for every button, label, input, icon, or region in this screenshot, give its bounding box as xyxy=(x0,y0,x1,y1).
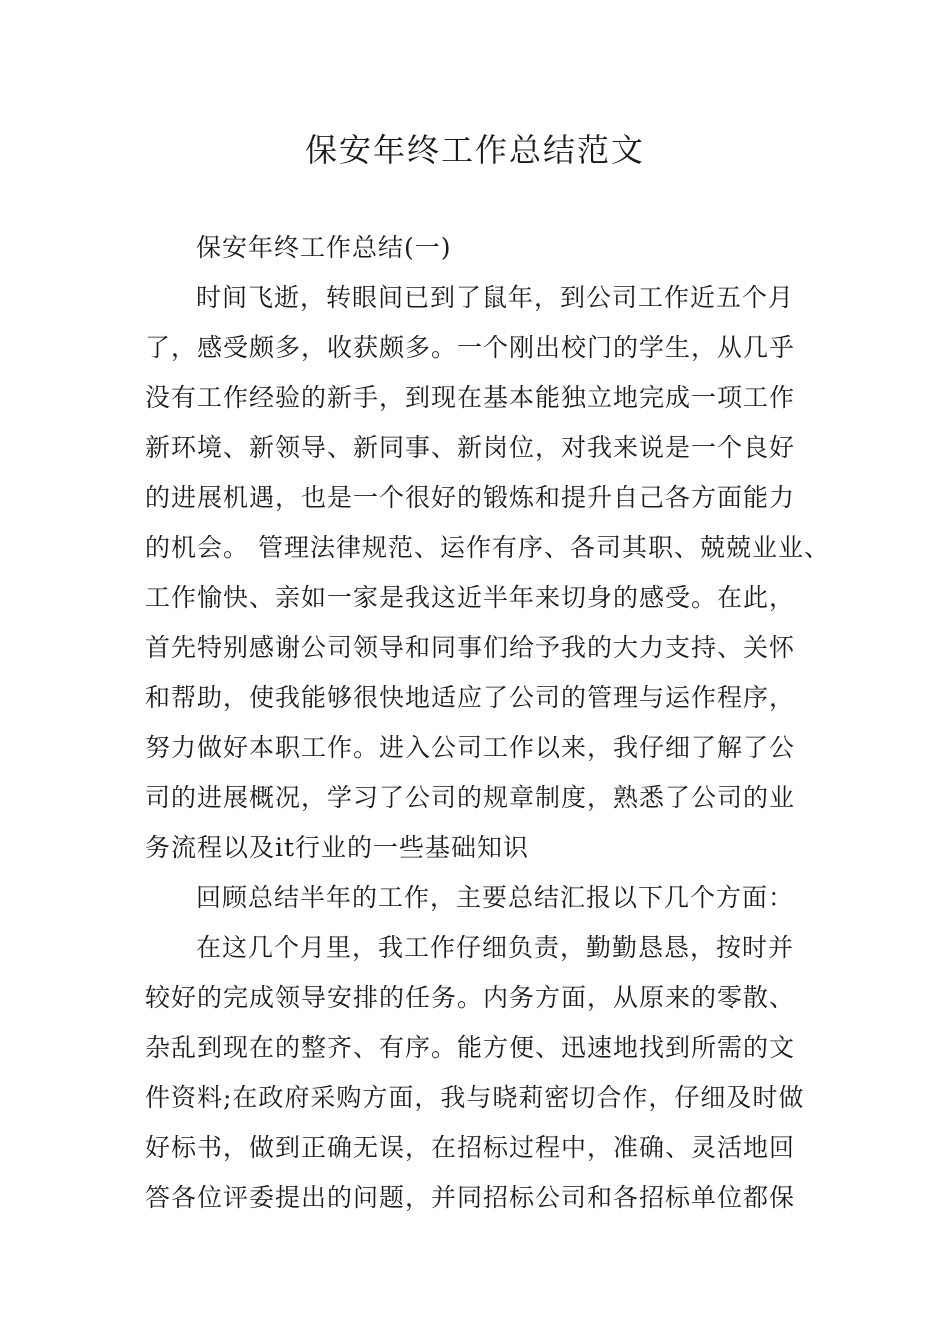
text-line: 务流程以及it行业的一些基础知识 xyxy=(145,833,530,862)
text-line: 回顾总结半年的工作，主要总结汇报以下几个方面： xyxy=(196,883,795,912)
text-line: 了，感受颇多，收获颇多。一个刚出校门的学生，从几乎 xyxy=(145,333,796,362)
text-line: 司的进展概况，学习了公司的规章制度，熟悉了公司的业 xyxy=(145,783,796,812)
text-line: 答各位评委提出的问题，并同招标公司和各招标单位都保 xyxy=(145,1183,796,1212)
text-line: 杂乱到现在的整齐、有序。能方便、迅速地找到所需的文 xyxy=(145,1033,796,1062)
text-line: 的机会。 管理法律规范、运作有序、各司其职、兢兢业业、 xyxy=(145,533,830,562)
text-line: 件资料;在政府采购方面，我与晓莉密切合作，仔细及时做 xyxy=(145,1083,805,1112)
text-line: 努力做好本职工作。进入公司工作以来，我仔细了解了公 xyxy=(145,733,796,762)
text-line: 在这几个月里，我工作仔细负责，勤勤恳恳，按时并 xyxy=(196,933,795,962)
section-heading: 保安年终工作总结(一) xyxy=(196,233,452,262)
text-line: 工作愉快、亲如一家是我这近半年来切身的感受。在此， xyxy=(145,583,796,612)
text-line: 好标书，做到正确无误，在招标过程中，准确、灵活地回 xyxy=(145,1133,796,1162)
text-line: 和帮助，使我能够很快地适应了公司的管理与运作程序， xyxy=(145,683,796,712)
text-line: 首先特别感谢公司领导和同事们给予我的大力支持、关怀 xyxy=(145,633,796,662)
text-line: 的进展机遇，也是一个很好的锻炼和提升自己各方面能力 xyxy=(145,483,796,512)
text-line: 新环境、新领导、新同事、新岗位，对我来说是一个良好 xyxy=(145,433,796,462)
text-line: 较好的完成领导安排的任务。内务方面，从原来的零散、 xyxy=(145,983,796,1012)
document-title: 保安年终工作总结范文 xyxy=(304,131,645,169)
text-line: 时间飞逝，转眼间已到了鼠年，到公司工作近五个月 xyxy=(196,283,795,312)
text-line: 没有工作经验的新手，到现在基本能独立地完成一项工作 xyxy=(145,383,796,412)
